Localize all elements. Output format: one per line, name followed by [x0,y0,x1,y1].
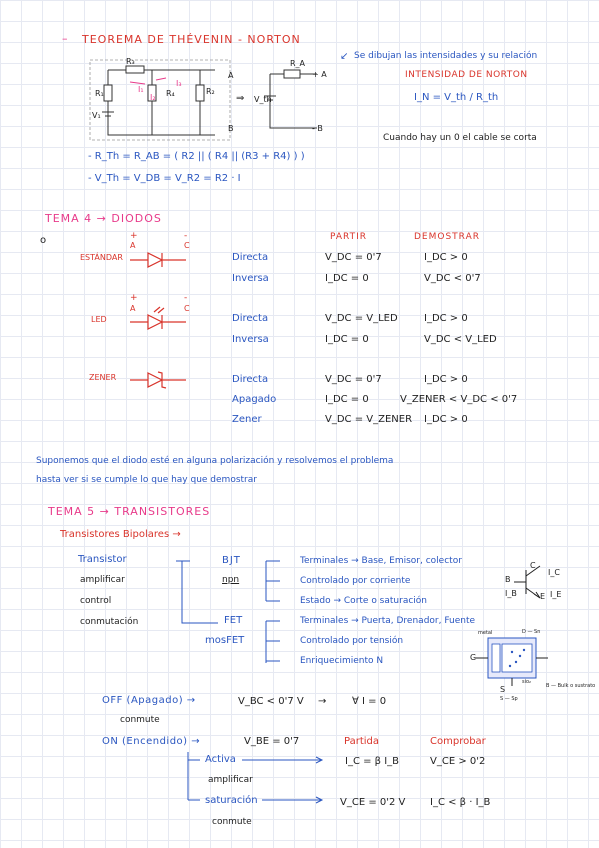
diodo-note-line1: Suponemos que el diodo esté en alguna polarización y resolvemos el problema [36,456,394,466]
intensities-arrow-icon: ↙ [340,51,349,62]
partir-led-directa: V_DC = V_LED [325,313,398,324]
label-i1: I₁ [138,85,144,94]
thevenin-title: TEOREMA DE THÉVENIN - NORTON [82,33,301,46]
norton-heading: INTENSIDAD DE NORTON [405,70,528,80]
thevenin-circuit [90,57,230,140]
col-comprobar: Comprobar [430,736,486,747]
std-minus: - [184,231,188,241]
bjt-label: BJT [222,555,241,566]
npn-label: npn [222,575,240,585]
partir-zener-zener: V_DC = V_ZENER [325,414,413,425]
bjt-e: E [540,592,546,601]
short-circuit-note: Cuando hay un 0 el cable se corta [383,133,537,143]
type-zener: ZENER [89,373,117,382]
label-r2: R₂ [206,87,215,96]
vth-formula: - V_Th = V_DB = V_R2 = R2 · I [88,173,241,184]
label-r1: R₁ [95,89,104,98]
label-a: A [228,71,234,80]
col-demostrar: DEMOSTRAR [414,232,480,242]
std-plus: + [130,231,138,241]
equivalent-arrow-icon: ⇒ [236,93,245,104]
on-condition: V_BE = 0'7 [244,736,300,747]
bullet-icon: o [40,235,47,246]
on-label: ON (Encendido) → [102,736,201,747]
partir-std-inversa: I_DC = 0 [325,273,369,284]
label-vth: V_th [254,95,272,104]
activa-partir: I_C = β I_B [345,756,400,767]
transistores-title: TEMA 5 → TRANSISTORES [48,505,211,518]
saturacion-sub: conmute [212,817,252,827]
left-conmutacion: conmutación [80,617,139,627]
led-c: C [184,304,190,313]
state-std-directa: Directa [232,252,269,263]
norton-formula: I_N = V_th / R_th [414,92,499,103]
label-r4: R₄ [166,89,175,98]
bjt-b: B [505,575,511,584]
type-led: LED [91,315,107,324]
fet-item-enriquecimiento: Enriquecimiento N [300,656,384,666]
diodo-note-line2: hasta ver si se cumple lo que hay que demostrar [36,475,257,485]
mos-s: S [500,685,506,694]
diodos-title: TEMA 4 → DIODOS [45,212,162,225]
fet-item-controlado: Controlado por tensión [300,636,404,646]
off-result: ∀ I = 0 [352,696,387,707]
mos-g: G [470,653,477,662]
state-std-inversa: Inversa [232,273,269,284]
type-standard: ESTÁNDAR [80,253,123,262]
left-control: control [80,596,112,606]
off-condition: V_BC < 0'7 V [238,696,304,707]
label-i3: I₃ [176,79,182,88]
demostrar-std-inversa: V_DC < 0'7 [424,273,481,284]
std-a: A [130,241,136,250]
mosfet-structure-icon [472,630,552,690]
diode-standard-icon [130,250,190,270]
fet-item-terminales: Terminales → Puerta, Drenador, Fuente [300,616,476,626]
state-zener-apagado: Apagado [232,394,277,405]
demostrar-zener-directa: I_DC > 0 [424,374,468,385]
left-transistor: Transistor [78,554,127,565]
off-conmute: conmute [120,715,160,725]
left-amplificar: amplificar [80,575,125,585]
led-minus: - [184,293,188,303]
mos-b: B — Bulk o sustrato [546,683,596,689]
mosfet-label: mosFET [205,635,245,646]
transistores-subtitle: Transistores Bipolares → [60,529,181,540]
col-partir: PARTIR [330,232,368,242]
diode-zener-icon [130,370,190,390]
led-plus: + [130,293,138,303]
mos-sio2: sio₂ [522,679,532,685]
label-r3: R₃ [126,57,135,66]
mos-sp: S — Sp [500,696,518,702]
label-b-minus: - B [312,124,323,133]
bjt-item-controlado: Controlado por corriente [300,576,411,586]
label-i2: I₂ [150,93,156,102]
state-zener-directa: Directa [232,374,269,385]
col-partida: Partida [344,736,379,747]
partir-zener-apagado: I_DC = 0 [325,394,369,405]
thevenin-note: Se dibujan las intensidades y su relación [354,51,538,61]
mos-metal: metal [478,630,493,636]
bjt-item-estado: Estado → Corte o saturación [300,596,427,606]
thevenin-title-dash: – [62,32,68,45]
demostrar-zener-apagado: V_ZENER < V_DC < 0'7 [400,394,518,405]
off-label: OFF (Apagado) → [102,695,196,706]
state-led-directa: Directa [232,313,269,324]
label-v1: V₁ [92,111,101,120]
mos-sn: D — Sn [522,629,541,635]
activa-sub: amplificar [208,775,253,785]
fet-label: FET [224,615,243,626]
std-c: C [184,241,190,250]
state-activa: Activa [205,754,236,765]
demostrar-led-inversa: V_DC < V_LED [424,334,497,345]
demostrar-std-directa: I_DC > 0 [424,252,468,263]
saturacion-partir: V_CE = 0'2 V [340,797,406,808]
label-a-plus: + A [312,70,327,79]
bjt-c: C [530,561,536,570]
off-arrow-icon: → [318,696,327,707]
activa-comprobar: V_CE > 0'2 [430,756,486,767]
rth-formula: - R_Th = R_AB = ( R2 || ( R4 || (R3 + R4) ) ) [88,151,305,162]
bjt-ib: I_B [505,589,517,598]
label-b: B [228,124,234,133]
partir-std-directa: V_DC = 0'7 [325,252,382,263]
demostrar-led-directa: I_DC > 0 [424,313,468,324]
saturacion-comprobar: I_C < β · I_B [430,797,491,808]
bjt-item-terminales: Terminales → Base, Emisor, colector [300,556,462,566]
led-a: A [130,304,136,313]
bjt-ic: I_C [548,568,560,577]
state-zener-zener: Zener [232,414,262,425]
state-led-inversa: Inversa [232,334,269,345]
demostrar-zener-zener: I_DC > 0 [424,414,468,425]
label-ra: R_A [290,59,306,68]
diode-led-icon [130,312,190,332]
state-saturacion: saturación [205,795,258,806]
partir-led-inversa: I_DC = 0 [325,334,369,345]
partir-zener-directa: V_DC = 0'7 [325,374,382,385]
bjt-ie: I_E [550,590,562,599]
